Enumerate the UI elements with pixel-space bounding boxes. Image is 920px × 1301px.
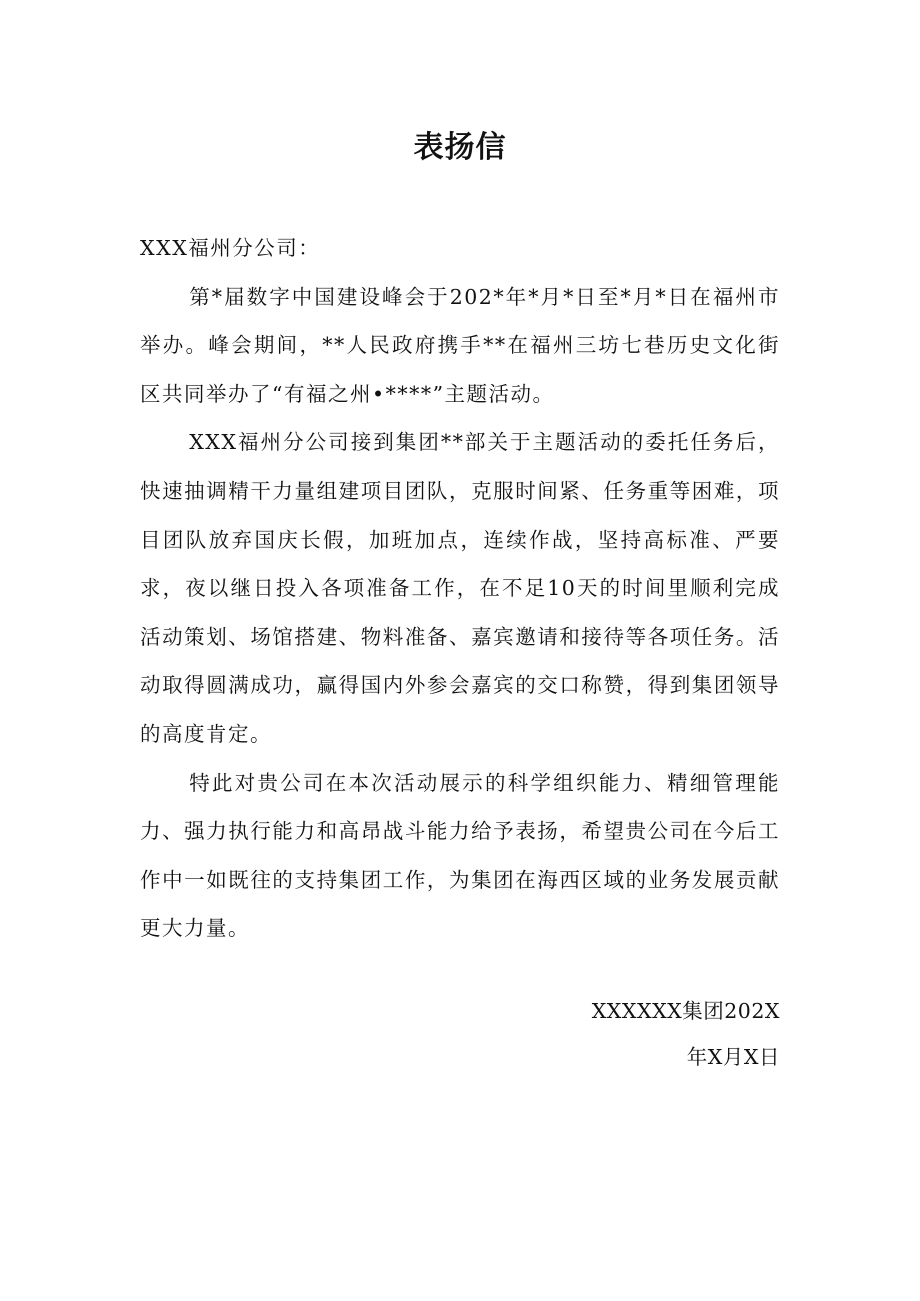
signature-organization: XXXXXX集团202X bbox=[591, 999, 780, 1023]
page-title: 表扬信 bbox=[413, 130, 507, 165]
paragraph-2: XXX福州分公司接到集团**部关于主题活动的委托任务后，快速抽调精干力量组建项目团队，克服时间紧、任务重等困难，项目团队放弃国庆长假，加班加点，连续作战，坚持高标准、严要求，夜以继日投入各项准备工作，在不足10天的时间里顺利完成活动策划、场馆搭建、物料准备、嘉宾邀请和接待等各项任务。活动取得圆满成功，赢得国内外参会嘉宾的交口称赞，得到集团领导的高度肯定。 bbox=[140, 430, 780, 746]
signature-block bbox=[480, 988, 780, 1080]
paragraph-1: 第*届数字中国建设峰会于202*年*月*日至*月*日在福州市举办。峰会期间，**人民政府携手**在福州三坊七巷历史文化街区共同举办了“有福之州•****”主题活动。 bbox=[140, 284, 780, 406]
letter-body bbox=[140, 224, 780, 953]
signature-date: 年X月X日 bbox=[686, 1045, 780, 1069]
salutation: XXX福州分公司： bbox=[140, 236, 321, 260]
paragraph-3: 特此对贵公司在本次活动展示的科学组织能力、精细管理能力、强力执行能力和高昂战斗能力给予表扬，希望贵公司在今后工作中一如既往的支持集团工作，为集团在海西区域的业务发展贡献更大力量。 bbox=[140, 770, 780, 941]
